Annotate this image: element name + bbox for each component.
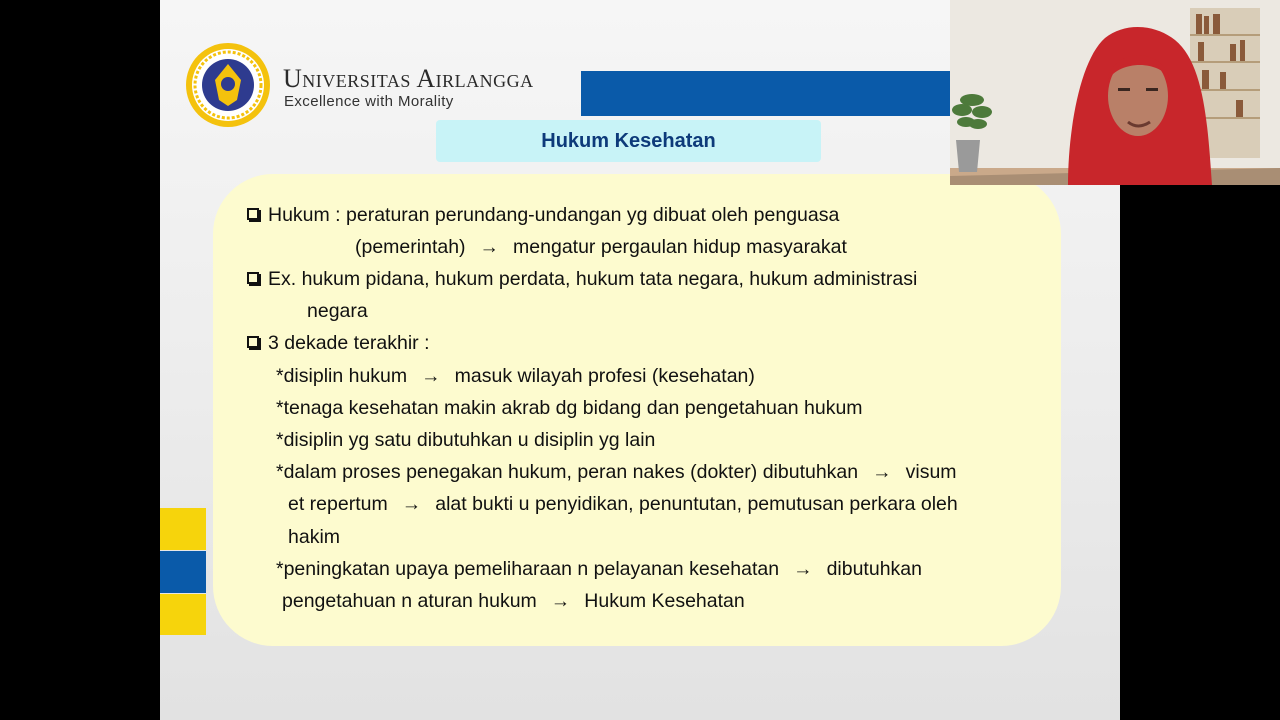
checkbox-bullet-icon [247,272,259,284]
text: 3 dekade terakhir : [268,332,430,354]
bullet-item [247,267,917,291]
sub-item [276,557,922,581]
continuation-line [307,299,368,323]
brand-name: Universitas Airlangga [283,64,534,93]
text: masuk wilayah profesi (kesehatan) [454,365,755,387]
continuation-line [355,235,847,259]
text: negara [307,300,368,322]
text: hakim [288,526,341,548]
arrow-right-icon: → [479,236,500,258]
webcam-video [950,0,1280,185]
text: Ex. hukum pidana, hukum perdata, hukum tata negara, hukum administrasi [268,268,918,290]
text: *dalam proses penegakan hukum, peran nakes (dokter) dibutuhkan [276,461,859,483]
presenter-video-icon [950,0,1280,185]
text: visum [905,461,957,483]
slide-title: Hukum Kesehatan [541,129,716,152]
text: *disiplin hukum [276,365,408,387]
text: mengatur pergaulan hidup masyarakat [513,236,847,258]
continuation-line [282,589,745,613]
slide-title-box [436,120,821,162]
arrow-right-icon: → [421,365,441,387]
university-logo-icon [185,42,271,128]
text: *disiplin yg satu dibutuhkan u disiplin yg lain [276,429,656,451]
content-box [213,174,1061,646]
text: (pemerintah) [355,236,466,258]
arrow-right-icon: → [793,558,813,580]
text: *tenaga kesehatan makin akrab dg bidang dan pengetahuan hukum [276,397,863,419]
decor-yellow-block [160,594,206,635]
sub-item [276,396,863,420]
sub-item [276,428,655,452]
checkbox-bullet-icon [247,208,259,220]
continuation-line [288,525,340,549]
text: Hukum : peraturan perundang-undangan yg dibuat oleh penguasa [268,204,840,226]
sub-item [276,460,957,484]
text: alat bukti u penyidikan, penuntutan, pemutusan perkara oleh [435,493,958,515]
arrow-right-icon: → [550,590,571,612]
checkbox-bullet-icon [247,336,259,348]
sub-item [276,364,755,388]
text: pengetahuan n aturan hukum [282,590,537,612]
arrow-right-icon: → [872,461,892,483]
arrow-right-icon: → [401,493,422,515]
brand-tagline: Excellence with Morality [284,93,454,110]
continuation-line [288,492,958,516]
bullet-item [247,331,430,355]
text: *peningkatan upaya pemeliharaan n pelayanan kesehatan [276,558,780,580]
text: Hukum Kesehatan [584,590,745,612]
text: dibutuhkan [826,558,922,580]
decor-blue-block [160,551,206,593]
bullet-item [247,203,839,227]
text: et repertum [288,493,388,515]
header-accent-bar [581,71,951,116]
decor-yellow-block [160,508,206,550]
